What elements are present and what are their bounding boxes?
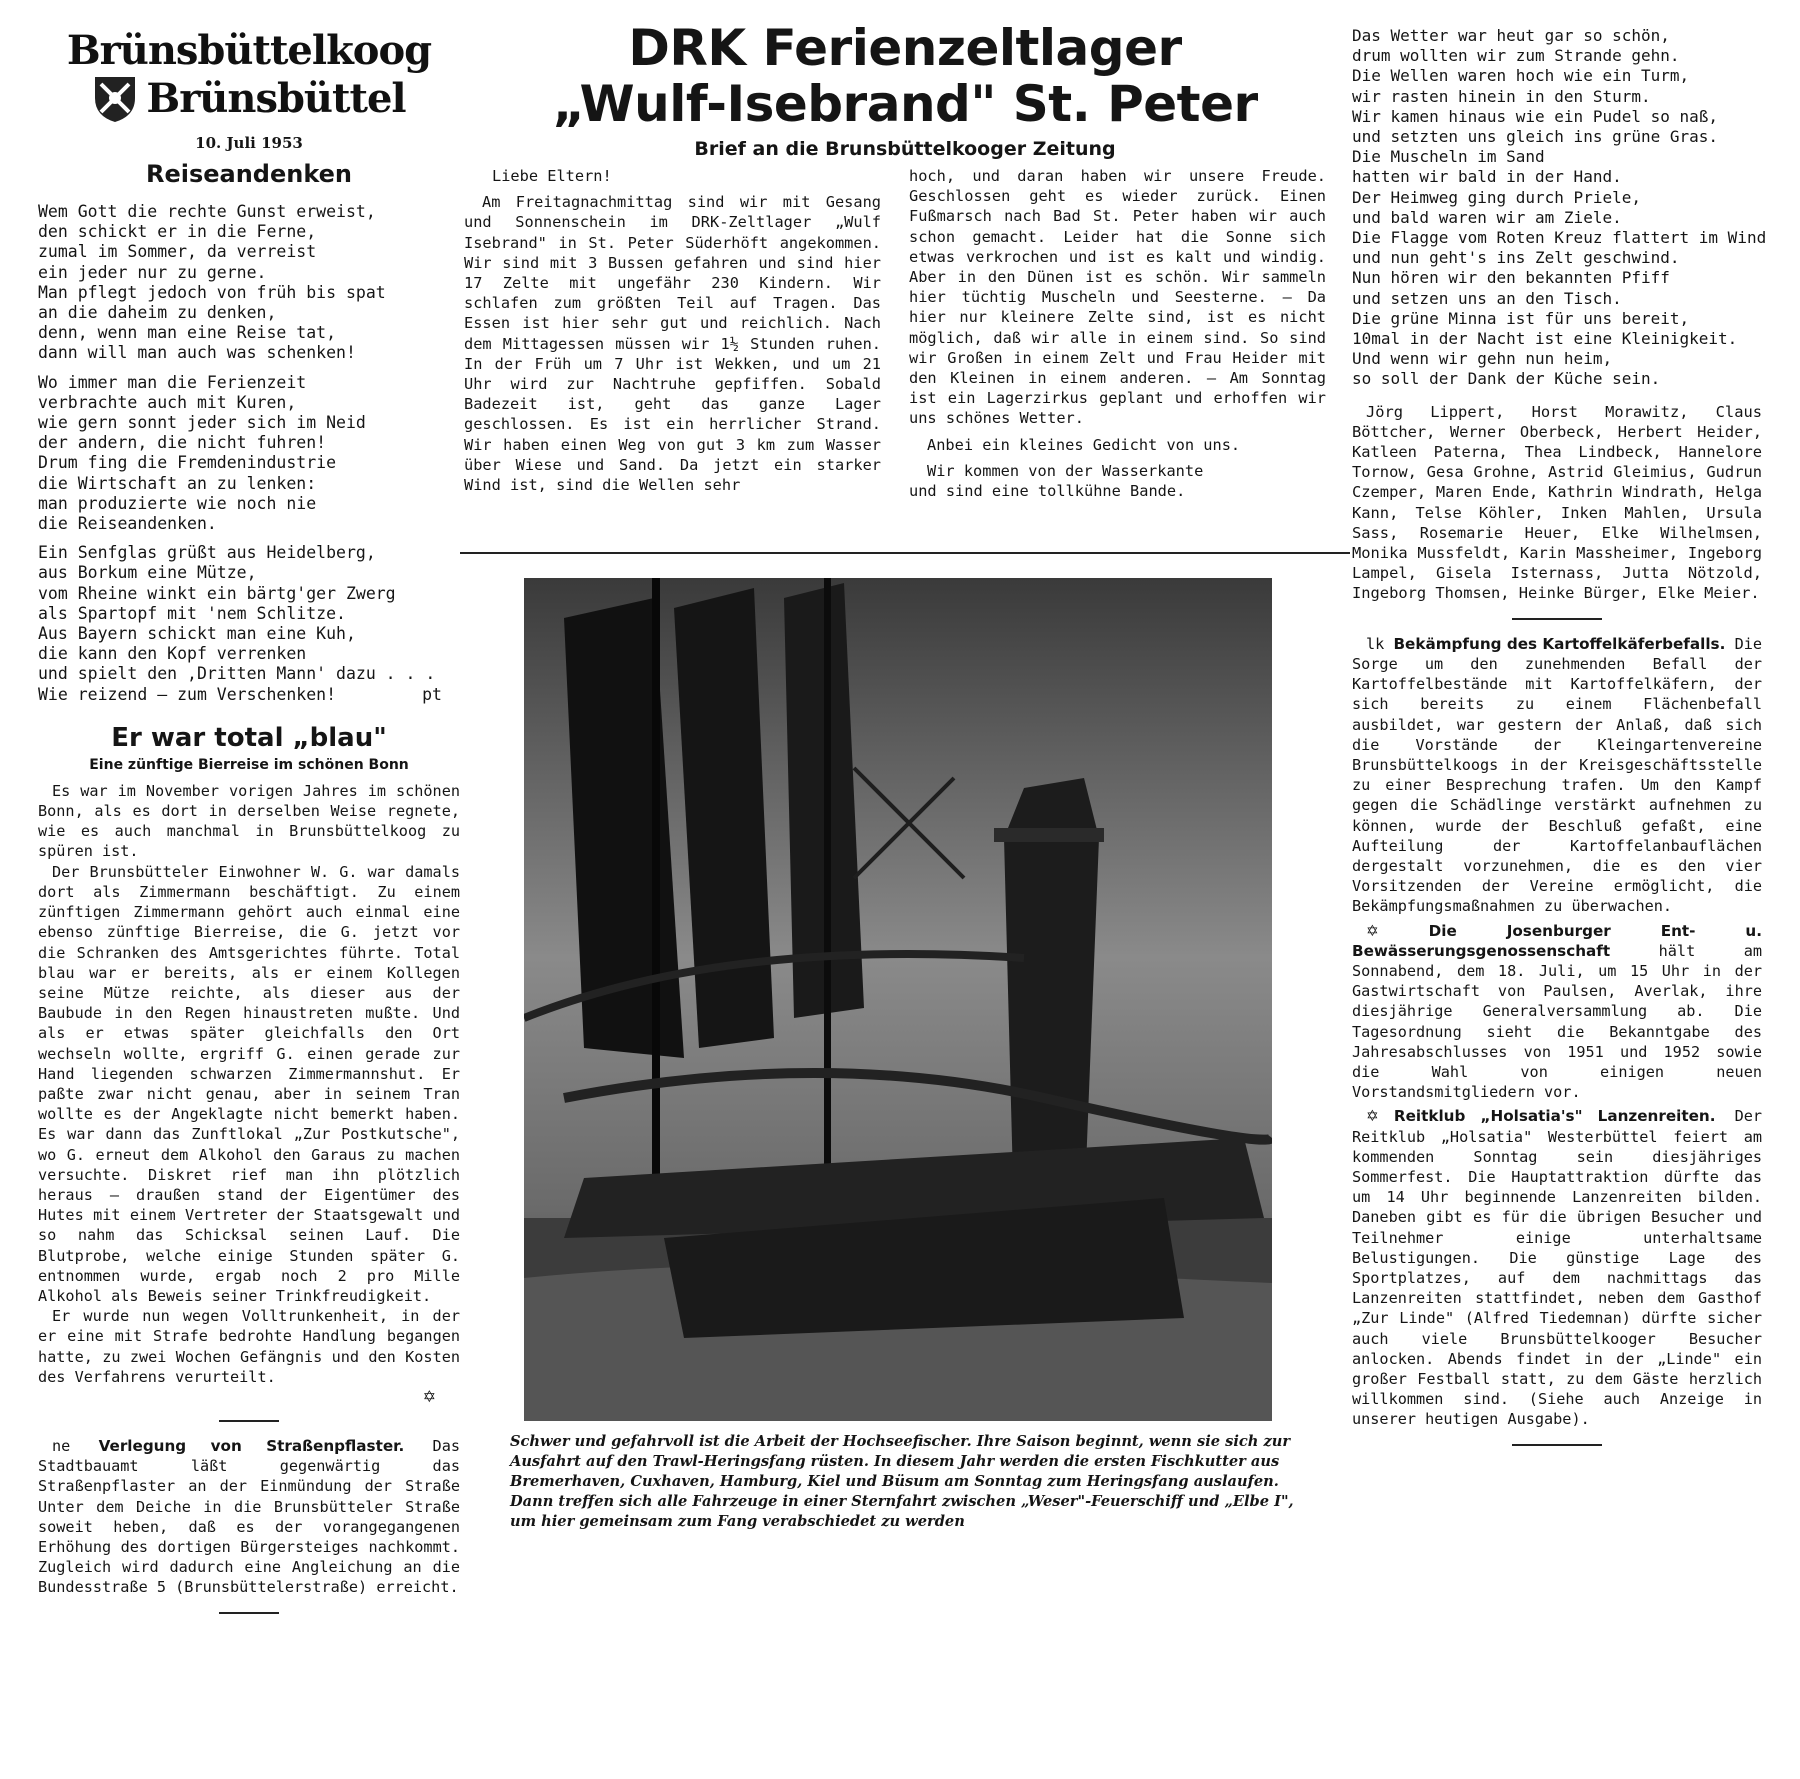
divider (219, 1420, 279, 1422)
divider (219, 1612, 279, 1614)
story-body (38, 781, 460, 1387)
story-paragraph: Er wurde nun wegen Volltrunkenheit, in der er eine mit Strafe bedrohte Handlung begangen hatte, zu zwei Wochen Gefängnis und den Kosten des Verfahrens verurteilt. (38, 1307, 460, 1386)
story-paragraph: Es war im November vorigen Jahres im schönen Bonn, als es dort in derselben Weise regnete, wie es auch manchmal in Brunsbüttelkoog zu spüren ist. (38, 781, 460, 861)
story-title: Er war total „blau" (111, 722, 387, 753)
poem-signature: pt (422, 684, 442, 704)
left-column (38, 0, 460, 1628)
reitklub-notice: ✡ Reitklub „Holsatia's" Lanzenreiten. Der Reitklub „Holsatia" Westerbüttel feiert am kommenden Sonntag sein diesjähriges Sommerfest. Die Hauptattraktion dürfte das um 14 Uhr beginnende Lanzenreiten bilden. Daneben gibt es für die übrigen Besucher und Teilnehmer einige unterhaltsame Belustigungen. Die günstige Lage des Sportplatzes, auf dem nachmittags das Lanzenreiten stattfindet, neben dem Gasthof „Zur Linde" (Alfred Tiedemnan) dürfte sicher auch viele Brunsbüttelkooger Besucher anlocken. Abends findet in der „Linde" ein großer Festball statt, zu dem Gäste herzlich willkommen sind. (Siehe auch Anzeige in unserer heutigen Ausgabe). (1352, 1107, 1762, 1429)
letter-column: hoch, und daran haben wir unsere Freude. Geschlossen geht es wieder zurück. Einen Fußmarsch nach Bad St. Peter haben wir auch schon gemacht. Leider hat die Sonne sich etwas verkrochen und ist es kalt und windig. Aber in den Dünen ist es schön. Wir sammeln hier tüchtig Muscheln und Seesterne. — Da hier nur kleinere Zelte sind, ist es nicht möglich, daß wir alle in einem sind. So sind wir Großen in einem Zelt und Frau Heider mit den Kleinen in einem anderen. — Am Sonntag ist ein Lagerzirkus geplant und erhoffen wir uns schönes Wetter. Anbei ein kleines Gedicht von uns. Wir kommen von der Wasserkante und sind eine tollkühne Bande. (909, 167, 1326, 501)
masthead (38, 0, 460, 124)
masthead-line2: Brünsbüttel (146, 75, 406, 122)
story-subtitle: Eine zünftige Bierreise im schönen Bonn (89, 756, 409, 773)
star-ornament-icon: ✡ (422, 1386, 436, 1406)
signatories: Jörg Lippert, Horst Morawitz, Claus Böttcher, Werner Oberbeck, Herbert Heider, Katleen Paterna, Thea Lindbeck, Hannelore Tornow, Gesa Grohne, Astrid Gleimius, Gudrun Czemper, Maren Ende, Kathrin Windrath, Helga Kann, Telse Köhler, Inken Mahlen, Ursula Sass, Rosemarie Heuer, Elke Wilhelmsen, Monika Mussfeldt, Karin Massheimer, Ingeborg Lampel, Gisela Isternass, Jutta Nötzold, Ingeborg Thomsen, Heinke Bürger, Elke Meier. (1352, 402, 1762, 603)
story-paragraph: Der Brunsbütteler Einwohner W. G. war damals dort als Zimmermann beschäftigt. Zu einem zünftigen Zimmermann gehört auch einmal eine ebenso zünftige Bierreise, die G. jetzt vor die Schranken des Amtsgerichtes führte. Total blau war er bereits, als er einem Kollegen seine Mütze reichte, als dieser aus der Baubude in den Regen hinaustreten mußte. Und als er etwas später gleichfalls den Ort wechseln wollte, ergriff G. einen gerade zur Hand liegenden schwarzen Zimmermannshut. Er paßte zwar nicht genau, aber in seinem Tran wollte es der Angeklagte nicht bemerkt haben. Es war dann das Zunftlokal „Zur Postkutsche", wo G. erneut dem Alkohol den Garaus zu machen versuchte. Diskret rief man ihn plötzlich heraus — draußen stand der Eigentümer des Hutes mit einem Vertreter der Staatsgewalt und so nahm das Schicksal seinen Lauf. Die Blutprobe, welche einige Stunden später G. entnommen wurde, ergab noch 2 pro Mille Alkohol als Beweis seiner Trinkfreudigkeit. (38, 862, 460, 1305)
town-crest-icon (92, 74, 138, 124)
letter-body (460, 166, 1350, 501)
harbor-photo (524, 578, 1272, 1421)
salutation: Liebe Eltern! (492, 167, 612, 185)
pavement-keyword: Verlegung von Straßenpflaster. (98, 1436, 405, 1455)
divider (1512, 618, 1602, 620)
section-rule (460, 552, 1350, 554)
right-column (1352, 0, 1767, 1460)
potato-notice: lk Bekämpfung des Kartoffelkäferbefalls. Die Sorge um den zunehmenden Befall der Kartoffelbestände mit Kartoffelkäfern, der sich bereits zu einem Flächenbefall ausbildet, war gestern der Anlaß, daß sich die Vorstände der Kleingartenvereine Brunsbüttelkoogs in der Kreisgeschäftsstelle zu einer Besprechung trafen. Um den Kampf gegen die Schädlinge verstärkt aufnehmen zu können, wurde der Beschluß gefaßt, eine Aufteilung der Kartoffelanbauflächen dergestalt vorzunehmen, die es den vier Vorsitzenden der Vereine ermöglicht, die Bekämpfungsmaßnahmen zu überwachen. (1352, 634, 1762, 916)
news-briefs (1352, 634, 1762, 1430)
pavement-notice: ne Verlegung von Straßenpflaster. Das Stadtbauamt läßt gegenwärtig das Straßenpflaster an der Einmündung der Straße Unter dem Deiche in die Brunsbütteler Straße soweit heben, daß es der vorangegangenen Erhöhung des dortigen Bürgersteiges nachkommt. Zugleich wird dadurch eine Angleichung an die Bundesstraße 5 (Brunsbüttelerstraße) erreicht. (38, 1436, 460, 1597)
josenburger-notice: ✡ Die Josenburger Ent- u. Bewässerungsgenossenschaft hält am Sonnabend, dem 18. Juli, um 15 Uhr in der Gastwirtschaft von Paulsen, Averlak, ihre diesjährige Generalversammlung ab. Die Tagesordnung sieht die Bekanntgabe des Jahresabschlusses von 1951 und 1952 sowie die Wahl von einigen neuen Vorstandsmitgliedern vor. (1352, 921, 1762, 1102)
poem-stanza: Wo immer man die Ferienzeit verbrachte auch mit Kuren, wie gern sonnt jeder sich im Neid der andern, die nicht fuhren! Drum fing die Fremdenindustrie die Wirtschaft an zu lenken: man produzierte wie noch nie die Reiseandenken. (38, 372, 366, 534)
center-column (460, 0, 1350, 1530)
masthead-line1: Brünsbüttelkoog (66, 27, 432, 74)
children-poem: Das Wetter war heut gar so schön, drum wollten wir zum Strande gehn. Die Wellen waren hoch wie ein Turm, wir rasten hinein in den Sturm. Wir kamen hinaus wie ein Pudel so naß, und setzten uns gleich ins grüne Gras. Die Muscheln im Sand hatten wir bald in der Hand. Der Heimweg ging durch Priele, und bald waren wir am Ziele. Die Flagge vom Roten Kreuz flattert im Wind und nun geht's ins Zelt geschwind. Nun hören wir den bekannten Pfiff und setzen uns an den Tisch. Die grüne Minna ist für uns bereit, 10mal in der Nacht ist eine Kleinigkeit. Und wenn wir gehn nun heim, so soll der Dank der Küche sein. (1352, 26, 1767, 389)
poem-stanza: Ein Senfglas grüßt aus Heidelberg, aus Borkum eine Mütze, vom Rheine winkt ein bärtg'ger Zwerg als Spartopf mit 'nem Schlitze. Aus Bayern schickt man eine Kuh, die kann den Kopf verrenken und spielt den ‚Dritten Mann' dazu . . . Wie reizend — zum Verschenken! pt (38, 543, 442, 704)
issue-date: 10. Juli 1953 (195, 134, 303, 152)
subheadline: Brief an die Brunsbüttelkooger Zeitung (694, 138, 1116, 160)
poem-stanza: Wem Gott die rechte Gunst erweist, den schickt er in die Ferne, zumal im Sommer, da verreist ein jeder nur zu gerne. Man pflegt jedoch von früh bis spat an die daheim zu denken, denn, wenn man eine Reise tat, dann will man auch was schenken! (38, 202, 386, 363)
poem-title: Reiseandenken (145, 160, 353, 188)
divider (1512, 1444, 1602, 1446)
photo-caption: Schwer und gefahrvoll ist die Arbeit der Hochseefischer. Ihre Saison beginnt, wenn sie sich zur Ausfahrt auf den Trawl-Heringsfang rüsten. In diesem Jahr werden die ersten Fischkutter aus Bremerhaven, Cuxhaven, Hamburg, Kiel und Büsum am Sonntag zum Heringsfang auslaufen. Dann treffen sich alle Fahrzeuge in einer Sternfahrt zwischen „Weser"-Feuerschiff und „Elbe I", um hier gemeinsam zum Fang verabschiedet zu werden (510, 1433, 1294, 1530)
poem-body (38, 202, 460, 705)
headline: DRK Ferienzeltlager „Wulf-Isebrand" St. Peter (552, 19, 1258, 133)
letter-column: Liebe Eltern! Am Freitagnachmittag sind wir mit Gesang und Sonnenschein im DRK-Zeltlager „Wulf Isebrand" in St. Peter Süderhöft angekommen. Wir sind mit 3 Bussen gefahren und sind hier 17 Zelte mit ungefähr 230 Kindern. Wir schlafen zum größten Teil auf Tragen. Das Essen ist hier sehr gut und reichlich. Nach dem Mittagessen müssen wir 1½ Stunden ruhen. In der Früh um 7 Uhr ist Wekken, und um 21 Uhr wird zur Nachtruhe gepfiffen. Sobald Badezeit ist, geht das ganze Lager geschlossen. Es ist ein herrlicher Strand. Wir haben einen Weg von gut 3 km zum Wasser über Wiese und Sand. Da jetzt ein starker Wind ist, sind die Wellen sehr (464, 167, 881, 495)
